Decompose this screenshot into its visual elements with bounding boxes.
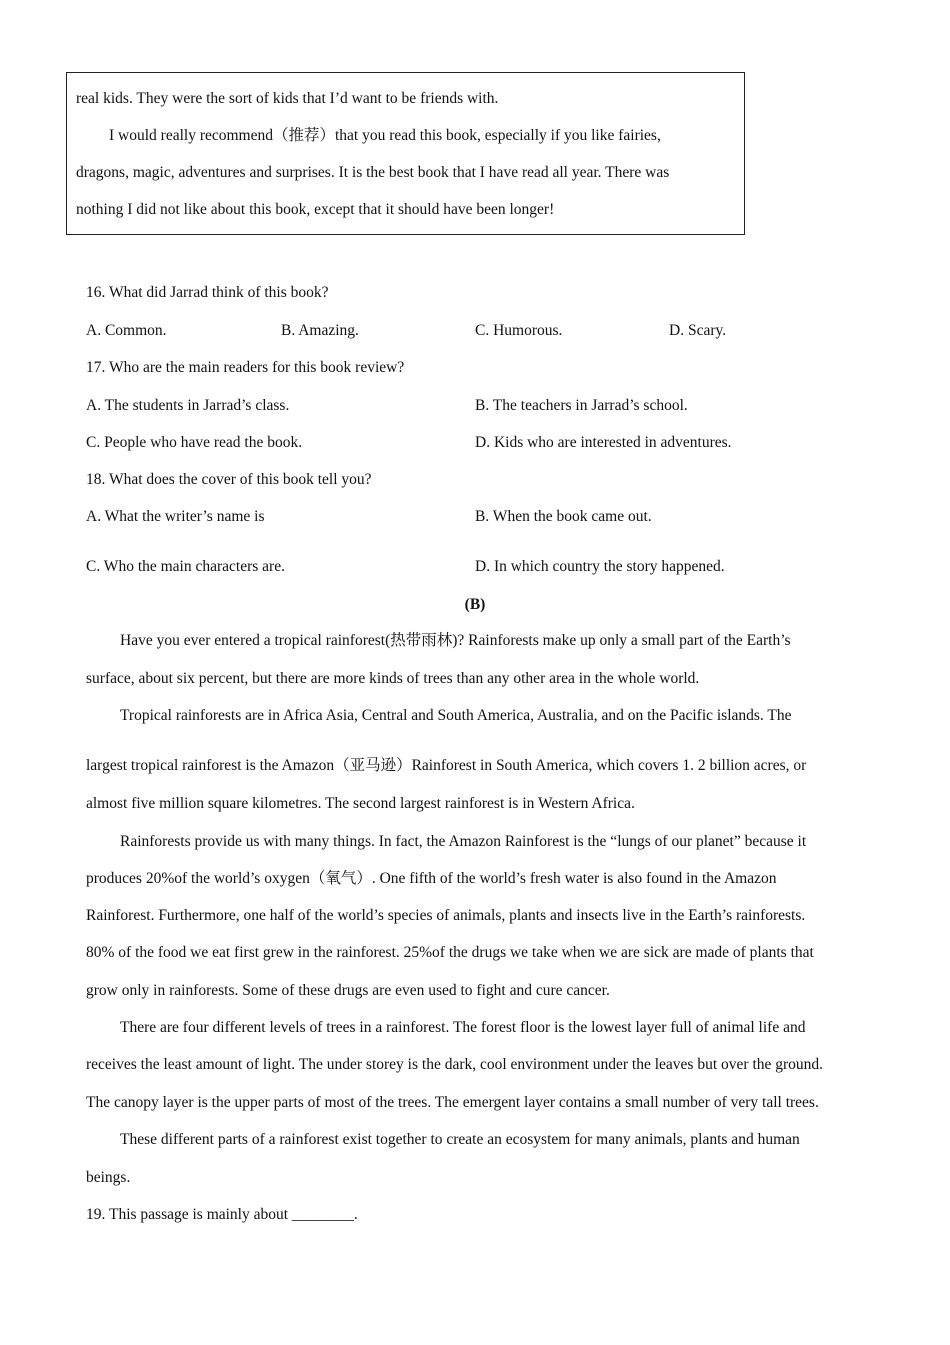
- option-18d: D. In which country the story happened.: [475, 558, 725, 575]
- option-16a: A. Common.: [86, 322, 167, 339]
- question-16: 16. What did Jarrad think of this book?: [86, 284, 329, 301]
- review-line: nothing I did not like about this book, except that it should have been longer!: [76, 201, 555, 218]
- option-17b: B. The teachers in Jarrad’s school.: [475, 397, 688, 414]
- option-18c: C. Who the main characters are.: [86, 558, 285, 575]
- question-18: 18. What does the cover of this book tell you?: [86, 471, 372, 488]
- review-line: dragons, magic, adventures and surprises. It is the best book that I have read all year. There was: [76, 164, 670, 181]
- question-17: 17. Who are the main readers for this book review?: [86, 359, 405, 376]
- option-16d: D. Scary.: [669, 322, 727, 339]
- option-17d: D. Kids who are interested in adventures.: [475, 434, 732, 451]
- passage-line: surface, about six percent, but there are more kinds of trees than any other area in the whole world.: [86, 670, 700, 687]
- passage-line: Rainforests provide us with many things. In fact, the Amazon Rainforest is the “lungs of our planet” because it: [120, 833, 807, 850]
- review-line: I would really recommend（推荐）that you read this book, especially if you like fairies,: [109, 127, 661, 144]
- option-17a: A. The students in Jarrad’s class.: [86, 397, 290, 414]
- passage-line: There are four different levels of trees in a rainforest. The forest floor is the lowest layer full of animal life and: [120, 1019, 806, 1036]
- passage-line: Rainforest. Furthermore, one half of the world’s species of animals, plants and insects live in the Earth’s rainforests.: [86, 907, 806, 924]
- option-18a: A. What the writer’s name is: [86, 508, 265, 525]
- passage-line: produces 20%of the world’s oxygen（氧气）. One fifth of the world’s fresh water is also found in the Amazon: [86, 870, 777, 887]
- section-b-heading: (B): [464, 596, 486, 613]
- passage-line: receives the least amount of light. The under storey is the dark, cool environment under the leaves but over the ground.: [86, 1056, 824, 1073]
- passage-line: grow only in rainforests. Some of these drugs are even used to fight and cure cancer.: [86, 982, 610, 999]
- option-18b: B. When the book came out.: [475, 508, 652, 525]
- option-16c: C. Humorous.: [475, 322, 563, 339]
- option-16b: B. Amazing.: [281, 322, 359, 339]
- question-19: 19. This passage is mainly about ________.: [86, 1206, 358, 1223]
- passage-line: Have you ever entered a tropical rainforest(热带雨林)? Rainforests make up only a small part of the Earth’s: [120, 632, 791, 649]
- passage-line: The canopy layer is the upper parts of most of the trees. The emergent layer contains a small number of very tall trees.: [86, 1094, 819, 1111]
- passage-line: Tropical rainforests are in Africa Asia, Central and South America, Australia, and on the Pacific islands. The: [120, 707, 792, 724]
- option-17c: C. People who have read the book.: [86, 434, 303, 451]
- review-line: real kids. They were the sort of kids that I’d want to be friends with.: [76, 90, 499, 107]
- passage-line: These different parts of a rainforest exist together to create an ecosystem for many animals, plants and human: [120, 1131, 800, 1148]
- passage-line: 80% of the food we eat first grew in the rainforest. 25%of the drugs we take when we are sick are made of plants that: [86, 944, 814, 961]
- passage-line: largest tropical rainforest is the Amazon（亚马逊）Rainforest in South America, which covers 1. 2 billion acres, or: [86, 757, 807, 774]
- passage-line: almost five million square kilometres. The second largest rainforest is in Western Africa.: [86, 795, 635, 812]
- passage-line: beings.: [86, 1169, 131, 1186]
